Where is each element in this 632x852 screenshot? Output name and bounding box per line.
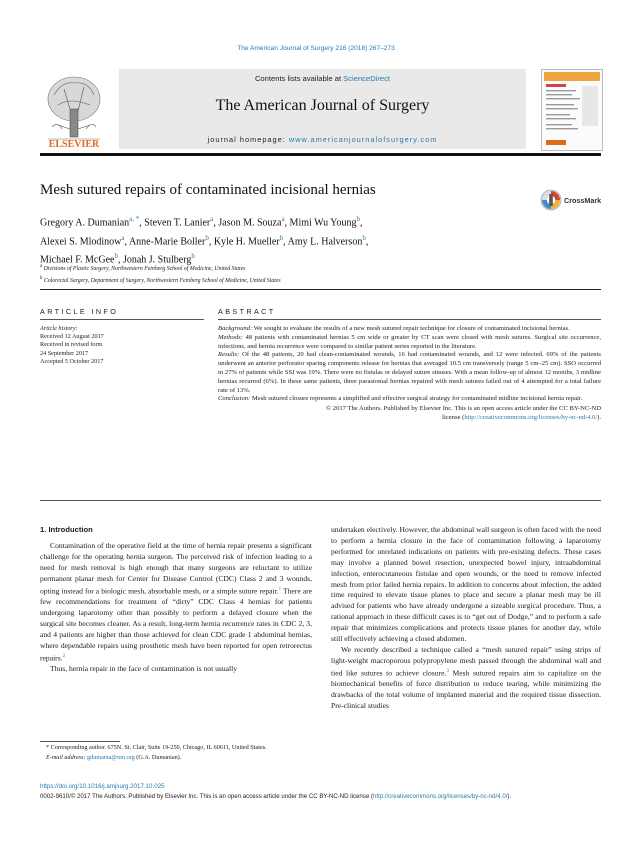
author-affiliation-mark[interactable]: b <box>114 252 118 261</box>
author-name[interactable]: Jonah J. Stulberg <box>122 254 192 266</box>
body-left-column <box>40 525 312 675</box>
author-affiliation-mark[interactable]: b <box>279 233 284 242</box>
elsevier-tree-icon <box>40 69 108 149</box>
contents-line: Contents lists available at ScienceDirect <box>254 74 391 83</box>
footer-license-link[interactable]: http://creativecommons.org/licenses/by-nc-nd/4.0/ <box>372 793 508 800</box>
author-name[interactable]: Mimi Wu Young <box>289 217 357 229</box>
paragraph: Contamination of the operative field at the time of hernia repair presents a significant challenge for the operating hernia surgeon. The perceived risk of infection leading to a need for mesh removal is high enough that many surgeons are reluctant to utilize permanent planar mesh for Center for Disease Control (CDC) Class 2 and 3 wounds, opting instead for a biologic mesh, absorbable mesh, or a simple suture repair.$^1$ There are few recommendations for treatment of “dirty” CDC Class 4 hernias for patients undergoing laparotomy other than possibly to perform a delayed closure when the surgical site becomes cleaner. As a result, long-term hernia recurrence rates in CDC 2, 3, and 4 patients are higher than those achieved for clean CDC grade 1 abdominal hernias, where dependable repairs using prosthetic mesh have been reported for open retrorectus repairs.$^2$ <box>40 540 312 663</box>
author-affiliation-mark[interactable]: a <box>210 215 214 223</box>
author-name[interactable]: Michael F. McGee <box>40 254 115 266</box>
paragraph: Thus, hernia repair in the face of contamination is not usually <box>50 663 238 673</box>
section-heading: 1. Introduction <box>40 525 93 534</box>
abstract-heading: ABSTRACT <box>218 307 276 316</box>
crossmark-icon <box>540 188 604 212</box>
paragraph: We recently described a technique called a “mesh sutured repair” using strips of light-weight macroporous polypropylene mesh passed through the abdominal wall and tied like sutures to achieve closure.$^3$ Mesh sutured repairs aim to capitalize on the biomechanical benefits of force distribution to reduce tearing, while minimizing the drawbacks of the total volume of implanted material and the required tissue dissection. Pre-clinical studies <box>331 644 601 711</box>
journal-name: The American Journal of Surgery <box>215 97 430 114</box>
author-affiliation-mark[interactable]: a <box>281 215 285 223</box>
footnote-rule <box>40 741 120 742</box>
author-list: Gregory A. Dumanian$^{a, *}$, Steven T. Lanier$^a$, Jason M. Souza$^a$, Mimi Wu Young$^b$, Alexei S. Mlodinow$^a$, Anne-Marie Boller$^b$, Kyle H. Mueller$^b$, Amy L. Halverson$^b$, Michael F. McGee$^b$, Jonah J. Stulberg$^b$ <box>40 215 369 266</box>
header-divider <box>40 153 601 156</box>
journal-citation[interactable]: The American Journal of Surgery 216 (2018) 267–273 <box>237 45 395 52</box>
author-name[interactable]: Anne-Marie Boller <box>128 235 206 247</box>
author-affiliation-mark[interactable]: a, * <box>129 215 140 223</box>
journal-header-box <box>119 69 526 149</box>
abstract-rule <box>218 319 601 320</box>
abstract-body <box>218 325 601 423</box>
svg-text:CrossMark: CrossMark <box>564 196 602 205</box>
revised-date: 24 September 2017 <box>40 349 89 357</box>
article-history <box>40 325 204 366</box>
author-affiliation-mark[interactable]: b <box>356 215 360 223</box>
author-name[interactable]: Alexei S. Mlodinow <box>40 235 122 247</box>
corresponding-author-footnote <box>40 743 312 763</box>
author-affiliation-mark[interactable]: b <box>362 233 366 242</box>
sciencedirect-link[interactable]: ScienceDirect <box>343 74 391 83</box>
affiliation-a: $^a$ Divisions of Plastic Surgery, Northwestern Feinberg School of Medicine, United States <box>40 264 246 272</box>
author-name[interactable]: Kyle H. Mueller <box>213 235 280 247</box>
author-name[interactable]: Amy L. Halverson <box>287 235 363 247</box>
article-title: Mesh sutured repairs of contaminated incisional hernias <box>40 182 376 198</box>
elsevier-logo <box>40 69 108 149</box>
abstract-background: Background: We sought to evaluate the results of a new mesh sutured repair technique for closure of contaminated incisional hernias. <box>218 325 570 332</box>
author-affiliation-mark[interactable]: b <box>205 233 209 242</box>
author-name[interactable]: Jason M. Souza <box>218 217 282 229</box>
doi-link[interactable]: https://doi.org/10.1016/j.amjsurg.2017.10.025 <box>40 783 165 790</box>
abstract-results: Results: Of the 48 patients, 20 had clean-contaminated wounds, 16 had contaminated wounds, and 12 were infected. 69% of the patients underwent an anterior perforator sparing components release for hernias that averaged 10.5 cm transversely (range 5 cm–25 cm). SSO occurred in 27% of patients while SSI was 19%. There were no fistulas or delayed suture sinuses. With a mean follow-up of almost 12 months, 3 midline hernias recurred (6%). In these same patients, three parastomal hernias repaired with mesh sutures failed out of 4 attempted for a total failure rate of 13%. <box>218 351 602 394</box>
email-link[interactable]: gdumania@nm.org <box>87 754 135 762</box>
abstract-conclusion: Conclusion: Mesh sutured closure represents a simplified and effective surgical strategy for contaminated midline incisional hernia repair. <box>218 395 583 403</box>
license-link[interactable]: http://creativecommons.org/licenses/by-nc-nd/4.0/ <box>464 413 598 421</box>
author-affiliation-mark[interactable]: b <box>191 252 195 261</box>
svg-text:ELSEVIER: ELSEVIER <box>48 139 100 149</box>
accepted-date: Accepted 5 October 2017 <box>40 357 104 365</box>
reference-link[interactable]: 1 <box>278 586 282 592</box>
homepage-link[interactable]: www.americanjournalofsurgery.com <box>288 135 438 144</box>
corresponding-author: * Corresponding author. 675N. St. Clair, Suite 19-250, Chicago, IL 60611, United States. <box>46 744 267 751</box>
reference-link[interactable]: 3 <box>446 668 449 674</box>
article-info-heading: ARTICLE INFO <box>40 307 119 316</box>
abstract-bottom-rule <box>40 500 601 501</box>
copyright-notice: © 2017 The Authors. Published by Elsevier Inc. This is an open access article under the CC BY-NC-ND license (http://creativecommons.org/licenses/by-nc-nd/4.0/). <box>326 405 601 421</box>
affiliation-divider <box>40 289 601 290</box>
received-date: Received 12 August 2017 <box>40 333 104 341</box>
paragraph: undertaken electively. However, the abdominal wall surgeon is often faced with the need to perform a hernia closure in the face of contamination following a laparotomy performed for unrelated indications on patients with pre-existing defects. These cases may involve a planned bowel resection, unexpected bowel injury, intraabdominal infection, enterocutaneous fistulae and open wounds, or the need to remove infected mesh from prior failed hernia repairs. In addition to concerns about infection, the added time required to elevate tissue planes to place and secure a planar mesh may be ill advised for patients who have already undergone a sizeable surgical procedure. Thus, a rational approach in these difficult cases is to “get out of Dodge,” and to perform a safe repair that minimizes complications and protects tissue planes for another day, while still effectively achieving a closed abdomen. <box>331 525 601 644</box>
author-name[interactable]: Gregory A. Dumanian <box>40 217 130 229</box>
abstract-methods: Methods: 48 patients with contaminated hernias 5 cm wide or greater by CT scan were closed with mesh sutures. Surgical site occurrence, infections, and hernia recurrence were compared to similar patient series reported in the literature. <box>218 333 601 350</box>
journal-cover-thumbnail[interactable] <box>541 69 603 151</box>
revised-label: Received in revised form <box>40 341 103 349</box>
author-name[interactable]: Steven T. Lanier <box>144 217 211 229</box>
email-line: E-mail address: gdumania@nm.org (G.A. Dumanian). <box>46 754 182 762</box>
reference-link[interactable]: 2 <box>62 653 66 659</box>
article-info-rule <box>40 319 204 320</box>
crossmark-badge[interactable] <box>540 188 604 212</box>
homepage-line: journal homepage: www.americanjournalofsurgery.com <box>207 135 438 144</box>
journal-cover-icon <box>542 70 602 150</box>
issn-license-line: 0002-9610/© 2017 The Authors. Published by Elsevier Inc. This is an open access article under the CC BY-NC-ND license (http://creativecommons.org/licenses/by-nc-nd/4.0/). <box>40 793 512 800</box>
author-affiliation-mark[interactable]: a <box>121 233 125 242</box>
body-right-column <box>331 525 601 712</box>
affiliation-b: $^b$ Colorectal Surgery, Department of Surgery, Northwestern Feinberg School of Medicine, United States <box>40 275 281 284</box>
affiliations <box>40 262 560 286</box>
history-label: Article history: <box>40 325 78 332</box>
